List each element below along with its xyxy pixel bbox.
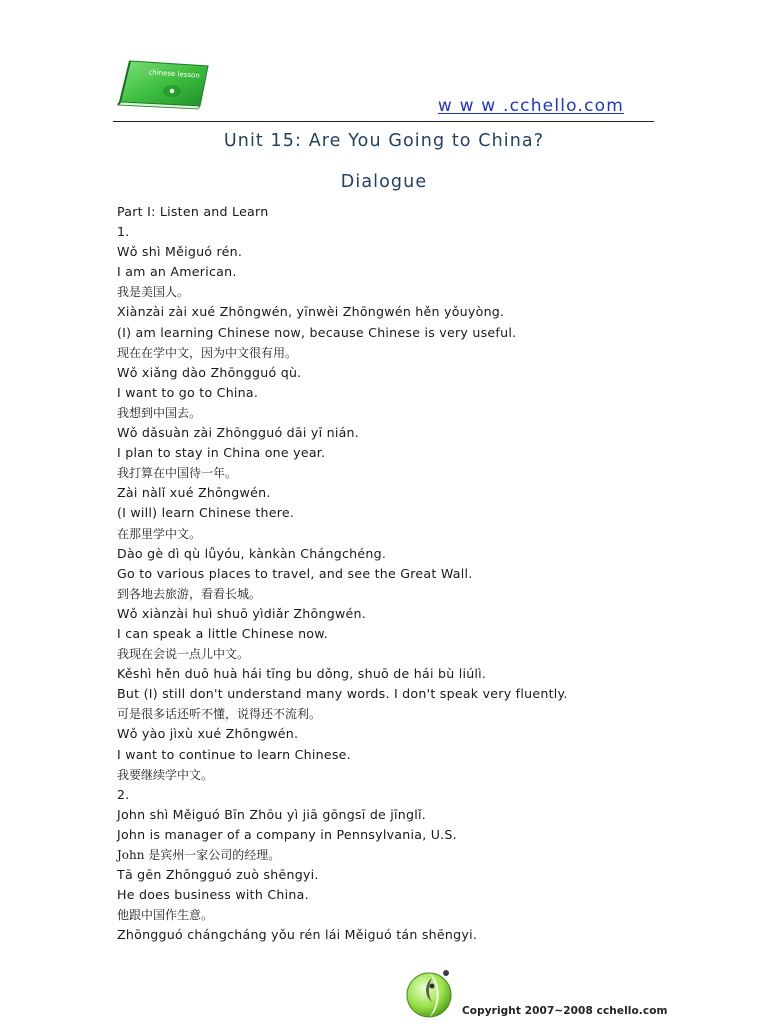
chinese-lesson-book-logo — [114, 58, 214, 110]
english-line: Go to various places to travel, and see the Great Wall. — [117, 565, 473, 581]
pinyin-line: Dào gè dì qù lǚyóu, kànkàn Chángchéng. — [117, 545, 387, 561]
chinese-line: 在那里学中文。 — [117, 526, 202, 541]
english-line: But (I) still don't understand many words. I don't speak very fluently. — [117, 686, 568, 702]
pinyin-line: John shì Měiguó Bīn Zhōu yì jiā gōngsī de jīnglǐ. — [117, 806, 427, 822]
english-line: John is manager of a company in Pennsylvania, U.S. — [117, 826, 457, 842]
site-url-link[interactable]: w w w .cchello.com — [437, 96, 624, 116]
header-divider — [113, 121, 654, 122]
pinyin-line: Wǒ yào jìxù xué Zhōngwén. — [117, 726, 299, 742]
chinese-line: 可是很多话还听不懂，说得还不流利。 — [117, 707, 322, 722]
section-title: Dialogue — [340, 172, 428, 192]
chinese-line: 现在在学中文，因为中文很有用。 — [117, 345, 298, 360]
logo-text: chinese lesson — [148, 68, 201, 80]
pinyin-line: Wǒ xiànzài huì shuō yìdiǎr Zhōngwén. — [117, 605, 367, 621]
chinese-line: 我想到中国去。 — [117, 405, 202, 420]
pinyin-line: Zhōngguó chángcháng yǒu rén lái Měiguó tán shēngyi. — [117, 927, 478, 943]
pinyin-line: Wǒ dǎsuàn zài Zhōngguó dāi yī nián. — [117, 425, 360, 441]
english-line: (I will) learn Chinese there. — [117, 505, 295, 521]
chinese-line: John 是宾州一家公司的经理。 — [117, 848, 281, 862]
pinyin-line: Zài nàlǐ xué Zhōngwén. — [117, 485, 271, 501]
chinese-line: 我现在会说一点儿中文。 — [117, 647, 250, 662]
cchello-globe-logo — [402, 966, 458, 1020]
pinyin-line: Wǒ xiǎng dào Zhōngguó qù. — [117, 364, 302, 380]
chinese-line: 我要继续学中文。 — [117, 767, 214, 782]
dialogue-lines — [117, 202, 677, 945]
english-line: I want to go to China. — [117, 384, 259, 400]
pinyin-line: Tā gēn Zhōngguó zuò shēngyi. — [117, 867, 319, 883]
english-line: (I) am learning Chinese now, because Chinese is very useful. — [117, 324, 517, 340]
english-line: Part I: Listen and Learn — [117, 204, 269, 219]
english-line: I am an American. — [117, 264, 237, 280]
english-line: I can speak a little Chinese now. — [117, 625, 328, 641]
unit-title: Unit 15: Are You Going to China? — [223, 131, 545, 151]
pinyin-line: Kěshì hěn duō huà hái tīng bu dǒng, shuō de hái bù liúlì. — [117, 666, 487, 682]
english-line: He does business with China. — [117, 887, 309, 903]
chinese-line: 到各地去旅游，看看长城。 — [117, 586, 262, 601]
english-line: I plan to stay in China one year. — [117, 445, 326, 461]
english-line: 2. — [117, 786, 130, 802]
english-line: 1. — [117, 224, 130, 240]
english-line: I want to continue to learn Chinese. — [117, 746, 351, 762]
pinyin-line: Xiànzài zài xué Zhōngwén, yīnwèi Zhōngwén hěn yǒuyòng. — [117, 304, 505, 320]
chinese-line: 我是美国人。 — [117, 285, 190, 300]
copyright-text: Copyright 2007~2008 cchello.com — [462, 1005, 668, 1017]
pinyin-line: Wǒ shì Měiguó rén. — [117, 244, 243, 260]
chinese-line: 他跟中国作生意。 — [117, 908, 214, 923]
chinese-line: 我打算在中国待一年。 — [117, 466, 238, 481]
